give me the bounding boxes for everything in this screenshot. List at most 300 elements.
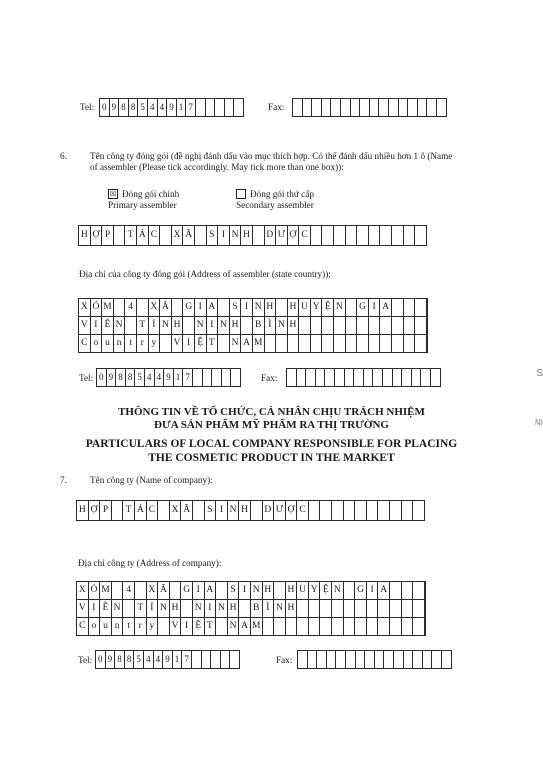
box-cell[interactable] (331, 99, 341, 116)
box-cell[interactable]: 8 (116, 369, 126, 386)
box-cell[interactable]: N (253, 299, 265, 316)
box-cell[interactable] (225, 99, 235, 116)
box-cell[interactable]: Y (309, 582, 321, 599)
box-cell[interactable] (392, 226, 404, 245)
box-cell[interactable] (265, 335, 277, 352)
box-cell[interactable] (274, 618, 286, 635)
box-cell[interactable] (160, 226, 172, 245)
box-cell[interactable] (234, 99, 244, 116)
box-cell[interactable] (335, 369, 345, 386)
box-cell[interactable] (413, 582, 425, 599)
fax-cells-7[interactable] (297, 650, 452, 669)
box-cell[interactable] (355, 600, 367, 617)
box-cell[interactable]: Ợ (89, 501, 101, 520)
box-cell[interactable]: C (147, 501, 159, 520)
box-cell[interactable] (402, 369, 412, 386)
box-cell[interactable] (415, 226, 427, 245)
box-cell[interactable] (299, 335, 311, 352)
box-cell[interactable] (394, 651, 404, 668)
box-cell[interactable]: P (102, 226, 114, 245)
box-cell[interactable] (383, 369, 393, 386)
box-cell[interactable]: t (123, 618, 135, 635)
box-cell[interactable]: A (380, 299, 392, 316)
box-cell[interactable] (413, 501, 425, 520)
box-cell[interactable] (390, 501, 402, 520)
box-cell[interactable] (404, 335, 416, 352)
company-address-grid[interactable] (76, 581, 426, 636)
box-cell[interactable]: S (228, 582, 240, 599)
box-cell[interactable] (288, 335, 300, 352)
box-cell[interactable]: I (369, 299, 381, 316)
box-cell[interactable] (346, 317, 358, 334)
box-cell[interactable] (183, 317, 195, 334)
box-cell[interactable]: M (251, 618, 263, 635)
box-cell[interactable]: C (297, 501, 309, 520)
box-cell[interactable] (364, 369, 374, 386)
box-cell[interactable] (354, 369, 364, 386)
box-cell[interactable] (308, 651, 318, 668)
box-cell[interactable] (221, 651, 231, 668)
box-cell[interactable]: 4 (144, 651, 154, 668)
box-cell[interactable]: T (123, 501, 135, 520)
box-cell[interactable] (222, 369, 232, 386)
box-cell[interactable]: I (207, 317, 219, 334)
box-cell[interactable] (320, 600, 332, 617)
box-cell[interactable]: N (332, 582, 344, 599)
box-cell[interactable] (322, 99, 332, 116)
box-cell[interactable] (392, 335, 404, 352)
box-cell[interactable]: D (263, 501, 275, 520)
box-cell[interactable] (135, 582, 147, 599)
box-cell[interactable]: A (239, 618, 251, 635)
box-cell[interactable] (160, 335, 172, 352)
box-cell[interactable]: I (216, 501, 228, 520)
box-cell[interactable] (297, 600, 309, 617)
box-cell[interactable] (380, 317, 392, 334)
box-cell[interactable]: N (195, 317, 207, 334)
box-cell[interactable]: Ã (181, 501, 193, 520)
box-cell[interactable] (412, 369, 422, 386)
box-cell[interactable]: N (334, 299, 346, 316)
box-cell[interactable]: B (253, 317, 265, 334)
box-cell[interactable]: 4 (158, 99, 168, 116)
box-cell[interactable] (373, 369, 383, 386)
box-cell[interactable]: I (218, 226, 230, 245)
box-cell[interactable]: H (172, 317, 184, 334)
box-cell[interactable] (298, 651, 308, 668)
box-cell[interactable]: N (158, 600, 170, 617)
box-cell[interactable] (341, 99, 351, 116)
box-cell[interactable] (346, 299, 358, 316)
box-cell[interactable]: T (125, 226, 137, 245)
box-cell[interactable] (218, 299, 230, 316)
box-cell[interactable] (365, 651, 375, 668)
box-cell[interactable] (241, 317, 253, 334)
box-cell[interactable] (211, 651, 221, 668)
box-cell[interactable] (320, 501, 332, 520)
box-cell[interactable]: 7 (186, 99, 196, 116)
box-cell[interactable] (306, 369, 316, 386)
box-cell[interactable]: Ễ (100, 600, 112, 617)
box-cell[interactable]: B (251, 600, 263, 617)
box-cell[interactable] (309, 501, 321, 520)
box-cell[interactable]: H (79, 226, 91, 245)
box-cell[interactable]: H (286, 582, 298, 599)
box-cell[interactable] (399, 99, 409, 116)
box-cell[interactable]: Ệ (320, 582, 332, 599)
box-cell[interactable] (408, 99, 418, 116)
box-cell[interactable] (309, 618, 321, 635)
box-cell[interactable]: S (230, 299, 242, 316)
box-cell[interactable]: N (218, 317, 230, 334)
box-cell[interactable] (334, 226, 346, 245)
box-cell[interactable]: V (172, 335, 184, 352)
box-cell[interactable] (431, 369, 441, 386)
box-cell[interactable]: Á (135, 501, 147, 520)
box-cell[interactable]: 0 (97, 369, 107, 386)
box-cell[interactable]: I (367, 582, 379, 599)
box-cell[interactable]: N (112, 600, 124, 617)
tel-cells-6[interactable] (96, 368, 241, 387)
box-cell[interactable] (378, 600, 390, 617)
box-cell[interactable]: H (228, 600, 240, 617)
box-cell[interactable]: C (149, 226, 161, 245)
box-cell[interactable]: t (125, 335, 137, 352)
box-cell[interactable] (367, 618, 379, 635)
box-cell[interactable] (346, 335, 358, 352)
box-cell[interactable]: H (288, 299, 300, 316)
box-cell[interactable]: Ỉ (147, 600, 159, 617)
box-cell[interactable]: 8 (125, 651, 135, 668)
box-cell[interactable] (263, 618, 275, 635)
box-cell[interactable] (216, 582, 228, 599)
box-cell[interactable] (322, 335, 334, 352)
box-cell[interactable] (311, 317, 323, 334)
box-cell[interactable] (344, 618, 356, 635)
box-cell[interactable] (215, 99, 225, 116)
box-cell[interactable]: N (160, 317, 172, 334)
box-cell[interactable] (367, 600, 379, 617)
box-cell[interactable]: N (230, 226, 242, 245)
box-cell[interactable]: Á (137, 226, 149, 245)
box-cell[interactable] (327, 651, 337, 668)
box-cell[interactable] (379, 99, 389, 116)
box-cell[interactable] (346, 226, 358, 245)
box-cell[interactable] (218, 335, 230, 352)
box-cell[interactable]: r (135, 618, 147, 635)
box-cell[interactable] (287, 369, 297, 386)
tel-cells-7[interactable] (95, 650, 240, 669)
box-cell[interactable]: y (149, 335, 161, 352)
box-cell[interactable] (344, 600, 356, 617)
box-cell[interactable] (322, 226, 334, 245)
box-cell[interactable]: X (170, 501, 182, 520)
box-cell[interactable]: V (170, 618, 182, 635)
box-cell[interactable]: 9 (110, 99, 120, 116)
box-cell[interactable] (369, 317, 381, 334)
box-cell[interactable]: 9 (167, 99, 177, 116)
box-cell[interactable]: Ã (160, 299, 172, 316)
box-cell[interactable] (421, 369, 431, 386)
box-cell[interactable]: N (216, 600, 228, 617)
checkbox-empty-icon[interactable] (236, 189, 246, 199)
box-cell[interactable]: 0 (96, 651, 106, 668)
box-cell[interactable]: o (91, 335, 103, 352)
box-cell[interactable] (297, 618, 309, 635)
box-cell[interactable] (123, 600, 135, 617)
box-cell[interactable]: C (77, 618, 89, 635)
box-cell[interactable] (402, 582, 414, 599)
box-cell[interactable] (418, 99, 428, 116)
box-cell[interactable] (344, 501, 356, 520)
box-cell[interactable]: U (299, 299, 311, 316)
box-cell[interactable]: H (230, 317, 242, 334)
box-cell[interactable] (332, 618, 344, 635)
box-cell[interactable]: D (265, 226, 277, 245)
box-cell[interactable] (369, 335, 381, 352)
box-cell[interactable] (195, 226, 207, 245)
box-cell[interactable] (413, 651, 423, 668)
box-cell[interactable]: A (205, 582, 217, 599)
box-cell[interactable]: I (183, 335, 195, 352)
box-cell[interactable] (202, 651, 212, 668)
box-cell[interactable]: I (239, 582, 251, 599)
box-cell[interactable] (312, 99, 322, 116)
box-cell[interactable]: V (77, 600, 89, 617)
box-cell[interactable] (193, 369, 203, 386)
box-cell[interactable]: T (207, 335, 219, 352)
box-cell[interactable]: S (205, 501, 217, 520)
box-cell[interactable] (334, 317, 346, 334)
box-cell[interactable] (367, 501, 379, 520)
box-cell[interactable]: I (89, 600, 101, 617)
box-cell[interactable] (114, 299, 126, 316)
box-cell[interactable]: N (114, 317, 126, 334)
box-cell[interactable] (317, 651, 327, 668)
box-cell[interactable] (158, 618, 170, 635)
box-cell[interactable] (345, 369, 355, 386)
box-cell[interactable]: Ư (274, 501, 286, 520)
box-cell[interactable]: Ư (276, 226, 288, 245)
box-cell[interactable]: 8 (129, 99, 139, 116)
box-cell[interactable]: 4 (145, 369, 155, 386)
box-cell[interactable] (286, 618, 298, 635)
box-cell[interactable]: M (102, 299, 114, 316)
box-cell[interactable] (332, 501, 344, 520)
box-cell[interactable] (320, 618, 332, 635)
box-cell[interactable]: Ệ (193, 618, 205, 635)
box-cell[interactable] (384, 651, 394, 668)
box-cell[interactable]: I (91, 317, 103, 334)
box-cell[interactable]: y (147, 618, 159, 635)
box-cell[interactable] (402, 600, 414, 617)
box-cell[interactable]: G (355, 582, 367, 599)
box-cell[interactable] (344, 582, 356, 599)
box-cell[interactable] (360, 99, 370, 116)
box-cell[interactable] (336, 651, 346, 668)
box-cell[interactable]: G (357, 299, 369, 316)
box-cell[interactable]: 7 (183, 369, 193, 386)
box-cell[interactable]: N (193, 600, 205, 617)
box-cell[interactable]: U (297, 582, 309, 599)
box-cell[interactable]: n (112, 618, 124, 635)
box-cell[interactable]: N (274, 600, 286, 617)
box-cell[interactable]: H (286, 600, 298, 617)
box-cell[interactable]: N (276, 317, 288, 334)
box-cell[interactable] (355, 501, 367, 520)
box-cell[interactable] (346, 651, 356, 668)
box-cell[interactable] (112, 582, 124, 599)
box-cell[interactable] (206, 99, 216, 116)
assembler-name-cells[interactable] (78, 225, 427, 246)
box-cell[interactable] (332, 600, 344, 617)
box-cell[interactable]: T (135, 600, 147, 617)
box-cell[interactable]: 8 (126, 369, 136, 386)
box-cell[interactable] (112, 501, 124, 520)
box-cell[interactable]: 8 (115, 651, 125, 668)
box-cell[interactable] (404, 226, 416, 245)
box-cell[interactable]: A (378, 582, 390, 599)
box-cell[interactable]: P (100, 501, 112, 520)
box-cell[interactable]: 4 (154, 651, 164, 668)
box-cell[interactable] (196, 99, 206, 116)
box-cell[interactable] (276, 299, 288, 316)
box-cell[interactable]: Ó (89, 582, 101, 599)
box-cell[interactable] (380, 335, 392, 352)
box-cell[interactable]: r (137, 335, 149, 352)
box-cell[interactable]: I (181, 618, 193, 635)
box-cell[interactable] (390, 618, 402, 635)
box-cell[interactable] (357, 226, 369, 245)
box-cell[interactable] (322, 317, 334, 334)
box-cell[interactable] (369, 226, 381, 245)
box-cell[interactable]: S (207, 226, 219, 245)
box-cell[interactable]: I (205, 600, 217, 617)
box-cell[interactable] (299, 317, 311, 334)
box-cell[interactable] (303, 99, 313, 116)
box-cell[interactable]: Ỉ (149, 317, 161, 334)
box-cell[interactable] (311, 226, 323, 245)
box-cell[interactable] (404, 651, 414, 668)
box-cell[interactable]: A (241, 335, 253, 352)
box-cell[interactable]: 5 (134, 651, 144, 668)
box-cell[interactable] (251, 501, 263, 520)
box-cell[interactable]: T (205, 618, 217, 635)
box-cell[interactable]: X (79, 299, 91, 316)
box-cell[interactable]: 5 (138, 99, 148, 116)
box-cell[interactable] (392, 317, 404, 334)
box-cell[interactable] (415, 299, 427, 316)
box-cell[interactable]: 9 (107, 369, 117, 386)
box-cell[interactable] (437, 99, 447, 116)
box-cell[interactable]: 4 (125, 299, 137, 316)
fax-cells-1[interactable] (292, 98, 447, 117)
box-cell[interactable] (297, 369, 307, 386)
box-cell[interactable]: N (228, 501, 240, 520)
box-cell[interactable] (192, 651, 202, 668)
box-cell[interactable] (357, 335, 369, 352)
box-cell[interactable]: n (114, 335, 126, 352)
box-cell[interactable] (402, 501, 414, 520)
box-cell[interactable] (404, 317, 416, 334)
box-cell[interactable]: 9 (163, 651, 173, 668)
box-cell[interactable]: I (193, 582, 205, 599)
box-cell[interactable]: A (207, 299, 219, 316)
box-cell[interactable]: Ì (263, 600, 275, 617)
box-cell[interactable]: u (102, 335, 114, 352)
box-cell[interactable] (413, 618, 425, 635)
box-cell[interactable]: Ã (183, 226, 195, 245)
box-cell[interactable]: o (89, 618, 101, 635)
box-cell[interactable] (230, 651, 240, 668)
box-cell[interactable] (378, 501, 390, 520)
box-cell[interactable] (231, 369, 241, 386)
box-cell[interactable]: H (241, 226, 253, 245)
box-cell[interactable] (380, 226, 392, 245)
box-cell[interactable]: 4 (123, 582, 135, 599)
box-cell[interactable]: I (195, 299, 207, 316)
box-cell[interactable]: 8 (119, 99, 129, 116)
company-name-cells[interactable] (76, 500, 425, 521)
box-cell[interactable] (357, 317, 369, 334)
fax-cells-6[interactable] (286, 368, 441, 387)
box-cell[interactable]: Ệ (195, 335, 207, 352)
box-cell[interactable] (442, 651, 452, 668)
secondary-assembler-option[interactable] (236, 189, 314, 200)
box-cell[interactable] (423, 651, 433, 668)
box-cell[interactable]: M (100, 582, 112, 599)
box-cell[interactable]: 0 (100, 99, 110, 116)
box-cell[interactable] (390, 600, 402, 617)
box-cell[interactable]: I (241, 299, 253, 316)
box-cell[interactable]: G (181, 582, 193, 599)
box-cell[interactable] (404, 299, 416, 316)
box-cell[interactable]: 1 (173, 651, 183, 668)
box-cell[interactable] (393, 369, 403, 386)
assembler-address-grid[interactable] (78, 298, 428, 353)
box-cell[interactable]: 5 (135, 369, 145, 386)
box-cell[interactable]: T (137, 317, 149, 334)
box-cell[interactable]: G (183, 299, 195, 316)
box-cell[interactable] (378, 618, 390, 635)
box-cell[interactable] (239, 600, 251, 617)
box-cell[interactable]: Ễ (102, 317, 114, 334)
box-cell[interactable]: H (77, 501, 89, 520)
box-cell[interactable]: X (149, 299, 161, 316)
box-cell[interactable]: X (77, 582, 89, 599)
box-cell[interactable]: Ã (158, 582, 170, 599)
box-cell[interactable] (325, 369, 335, 386)
box-cell[interactable]: N (228, 618, 240, 635)
box-cell[interactable]: M (253, 335, 265, 352)
box-cell[interactable] (316, 369, 326, 386)
box-cell[interactable]: Ợ (286, 501, 298, 520)
box-cell[interactable]: Ệ (322, 299, 334, 316)
box-cell[interactable]: Ì (265, 317, 277, 334)
box-cell[interactable] (293, 99, 303, 116)
box-cell[interactable] (125, 317, 137, 334)
box-cell[interactable]: 1 (177, 99, 187, 116)
box-cell[interactable]: Ó (91, 299, 103, 316)
box-cell[interactable]: N (230, 335, 242, 352)
box-cell[interactable] (334, 335, 346, 352)
box-cell[interactable] (355, 618, 367, 635)
box-cell[interactable] (415, 335, 427, 352)
box-cell[interactable]: C (299, 226, 311, 245)
box-cell[interactable] (356, 651, 366, 668)
box-cell[interactable]: 4 (148, 99, 158, 116)
box-cell[interactable] (389, 99, 399, 116)
